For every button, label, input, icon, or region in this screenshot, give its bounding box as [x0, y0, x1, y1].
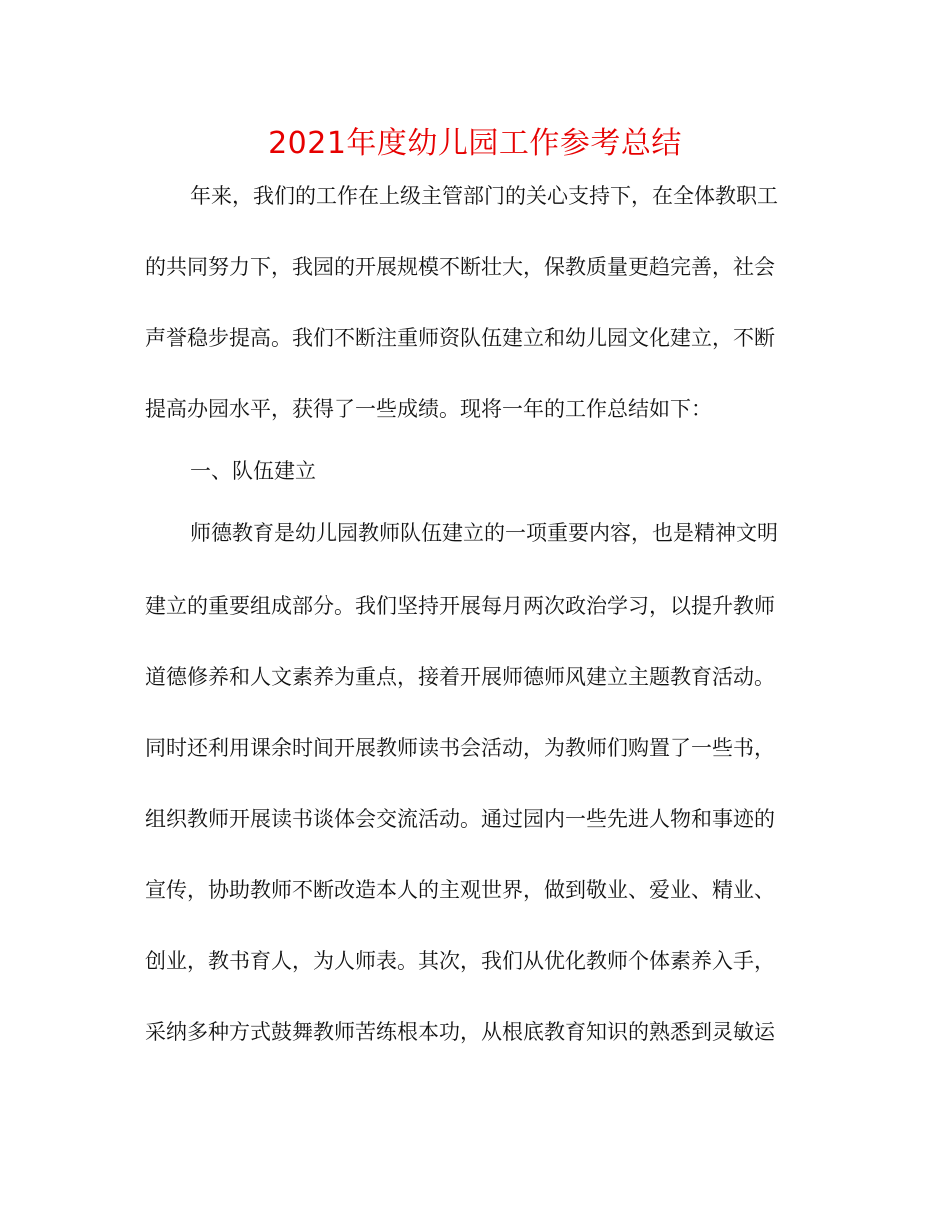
- paragraph-line: 创业，教书育人，为人师表。其次，我们从优化教师个体素养入手，: [145, 949, 775, 973]
- paragraph-line: 道德修养和人文素养为重点，接着开展师德师风建立主题教育活动。: [145, 665, 775, 689]
- paragraph-line: 采纳多种方式鼓舞教师苦练根本功，从根底教育知识的熟悉到灵敏运: [145, 1020, 775, 1044]
- paragraph-line: 提高办园水平，获得了一些成绩。现将一年的工作总结如下：: [145, 397, 712, 421]
- paragraph-line: 声誉稳步提高。我们不断注重师资队伍建立和幼儿园文化建立，不断: [145, 326, 775, 350]
- paragraph-line: 同时还利用课余时间开展教师读书会活动，为教师们购置了一些书，: [145, 736, 775, 760]
- paragraph-line: 的共同努力下，我园的开展规模不断壮大，保教质量更趋完善，社会: [145, 255, 775, 279]
- document-title: 2021年度幼儿园工作参考总结: [268, 126, 682, 161]
- paragraph-line: 师德教育是幼儿园教师队伍建立的一项重要内容，也是精神文明: [190, 521, 778, 545]
- paragraph-line: 组织教师开展读书谈体会交流活动。通过园内一些先进人物和事迹的: [145, 807, 775, 831]
- paragraph-line: 宣传，协助教师不断改造本人的主观世界，做到敬业、爱业、精业、: [145, 878, 775, 902]
- section-heading: 一、队伍建立: [190, 459, 316, 483]
- paragraph-line: 建立的重要组成部分。我们坚持开展每月两次政治学习，以提升教师: [145, 594, 775, 618]
- paragraph-line: 年来，我们的工作在上级主管部门的关心支持下，在全体教职工: [190, 184, 778, 208]
